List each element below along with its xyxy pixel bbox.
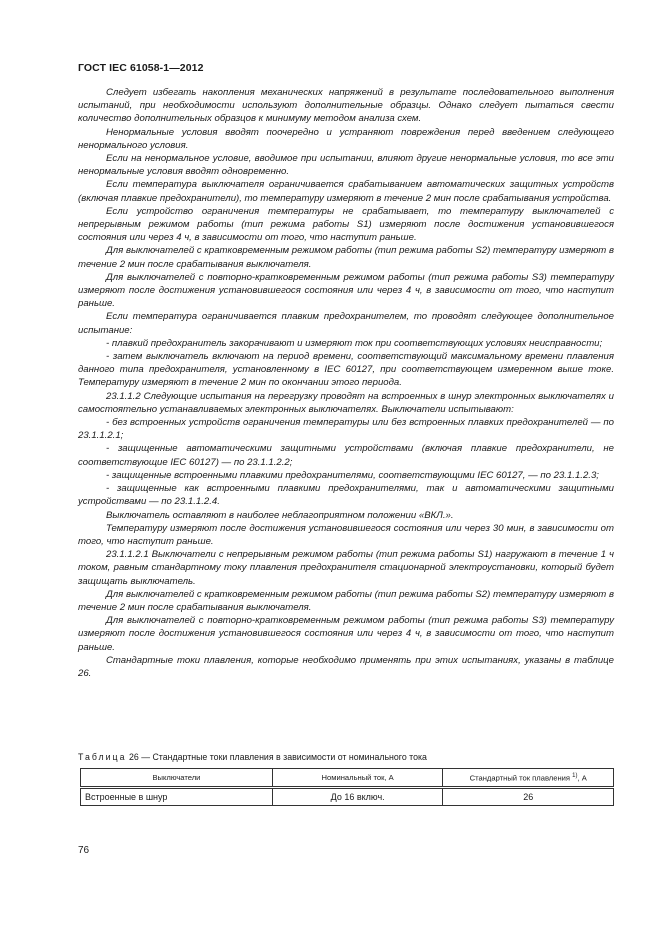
table-cell: Встроенные в шнур (81, 788, 273, 806)
list-item: - затем выключатель включают на период времени, соответствующий максимальному времени плавления данного типа предохранителя, установленному в IEC 60127, при соответствующем измеренном выше токе. Температуру измеряют в течение 2 мин по окончании этого периода. (78, 351, 614, 389)
column-header-rated-current: Номинальный ток, А (272, 769, 443, 788)
column-header-switches: Выключатели (81, 769, 273, 788)
table-cell: До 16 включ. (272, 788, 443, 806)
list-item: - защищенные как встроенными плавкими предохранителями, так и автоматическими защитными устройствами — по 23.1.1.2.4. (78, 483, 614, 508)
document-header: ГОСТ IEC 61058-1—2012 (78, 62, 204, 74)
paragraph: Если устройство ограничения температуры не срабатывает, то температуру выключателей с непрерывным режимом работы (тип режима работы S1) измеряют после достижения установившегося состояния или через 4 ч, в зависимости от того, что наступит раньше. (78, 205, 614, 244)
paragraph: 23.1.1.2 Следующие испытания на перегрузку проводят на встроенных в шнур электронных выключателях и самостоятельно устанавливаемых электронных выключателях. Выключатели испытывают: (78, 390, 614, 415)
table-header-row (81, 769, 614, 788)
page-number: 76 (78, 845, 90, 856)
paragraph: Следует избегать накопления механических напряжений в результате последовательного выполнения испытаний, при необходимости используют дополнительные образцы. Однако следует пытаться свести количество дополнительных образцов к минимуму методом анализа схем. (78, 87, 614, 125)
paragraph: Выключатель оставляют в наиболее неблагоприятном положении «ВКЛ.». (106, 509, 454, 521)
table-row (81, 788, 614, 806)
paragraph: Для выключателей с кратковременным режимом работы (тип режима работы S2) температуру измеряют в течение 2 мин после срабатывания выключателя. (78, 588, 614, 613)
paragraph: Ненормальные условия вводят поочередно и устраняют повреждения перед введением следующего ненормального условия. (78, 126, 614, 151)
body-text (78, 86, 614, 680)
table-caption-label: Таблица (78, 752, 127, 762)
list-item: - плавкий предохранитель закорачивают и измеряют ток при соответствующих условиях неисправности; (106, 337, 603, 349)
table-caption-text: — Стандартные токи плавления в зависимости от номинального тока (141, 752, 427, 762)
fusing-current-label: Стандартный ток плавления (469, 773, 571, 783)
table-caption-number: 26 (128, 752, 139, 762)
footnote-mark: 1) (572, 772, 578, 779)
paragraph: Для выключателей с повторно-кратковременным режимом работы (тип режима работы S3) температуру измеряют после достижения установившегося состояния или через 4 ч, в зависимости от того, что наступит раньше. (78, 615, 614, 653)
list-item: - без встроенных устройств ограничения температуры или без встроенных плавких предохранителей — по 23.1.1.2.1; (78, 417, 614, 442)
list-item: - защищенные автоматическими защитными устройствами (включая плавкие предохранители, не соответствующие IEC 60127) — по 23.1.1.2.2; (78, 443, 614, 468)
column-header-fusing-current (443, 769, 614, 788)
table-cell: 26 (443, 788, 614, 806)
list-item: - защищенные встроенными плавкими предохранителями, соответствующими IEC 60127, — по 23.1.1.2.3; (106, 469, 599, 481)
paragraph: Температуру измеряют после достижения установившегося состояния или через 30 мин, в зависимости от того, что наступит раньше. (78, 522, 614, 547)
paragraph: Если на ненормальное условие, вводимое при испытании, влияют другие ненормальные условия, то все эти ненормальные условия вводят одновременно. (78, 153, 614, 178)
paragraph: Стандартные токи плавления, которые необходимо применять при этих испытаниях, указаны в таблице 26. (78, 654, 614, 679)
paragraph: 23.1.1.2.1 Выключатели с непрерывным режимом работы (тип режима работы S1) нагружают в течение 1 ч током, равным стандартному току плавления предохранителя стационарной электроустановки, который будет защищать выключатель. (78, 549, 614, 587)
paragraph: Для выключателей с кратковременным режимом работы (тип режима работы S2) температуру измеряют в течение 2 мин после срабатывания выключателя. (78, 245, 614, 270)
paragraph: Если температура ограничивается плавким предохранителем, то проводят следующее дополнительное испытание: (78, 311, 614, 336)
fusing-current-unit: , А (577, 773, 587, 783)
paragraph: Если температура выключателя ограничивается срабатыванием автоматических защитных устройств (включая плавкие предохранители), то температуру измеряют в течение 2 мин после срабатывания устройства. (78, 179, 614, 204)
table-caption (78, 752, 427, 762)
fusing-current-table (80, 768, 614, 806)
paragraph: Для выключателей с повторно-кратковременным режимом работы (тип режима работы S3) температуру измеряют после достижения установившегося состояния или через 4 ч, в зависимости от того, что наступит раньше. (78, 271, 614, 310)
